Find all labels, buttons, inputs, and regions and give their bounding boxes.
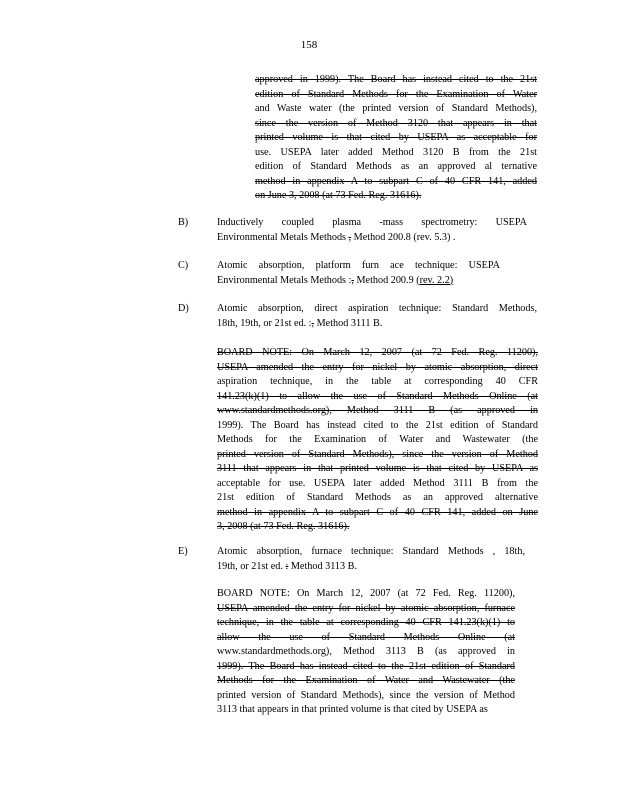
text-segment: printed version of Standard Methods), since the version of Method	[217, 448, 538, 460]
text-segment: Atomic absorption, furnace technique: Standard Methods , 18th,	[217, 546, 525, 557]
text-segment: allow the use of Standard Methods Online (at	[217, 631, 515, 643]
text-line	[217, 491, 538, 506]
text-segment: 3111 that appears in that printed volume is that cited by USEPA as	[217, 463, 538, 474]
text-line	[217, 404, 538, 419]
text-line	[217, 259, 500, 274]
text-segment: USEPA amended the entry for nickel by atomic absorption, direct	[217, 361, 538, 373]
text-segment: Method 200.9	[353, 274, 417, 286]
text-segment: USEPA amended the entry for nickel by atomic absorption, furnace	[217, 602, 515, 614]
text-segment: Methods for the Examination of Water and Wastewater (the	[217, 434, 538, 445]
text-segment: technique, in the table at corresponding 40 CFR 141.23(k)(1) to	[217, 617, 515, 628]
text-line	[217, 645, 515, 660]
text-line	[217, 231, 527, 246]
text-segment: edition of Standard Methods as an approved al ternative	[255, 161, 537, 172]
text-segment: ,	[351, 274, 354, 286]
text-line	[255, 88, 537, 103]
text-line	[217, 317, 537, 332]
text-segment: method in appendix A to subpart C of 40 CFR 141, added	[255, 175, 537, 187]
page-number: 158	[300, 39, 318, 51]
text-segment: Atomic absorption, direct aspiration technique: Standard Methods,	[217, 303, 537, 314]
text-line	[217, 506, 538, 521]
text-segment: Methods for the Examination of Water and Wastewater (the	[217, 675, 515, 686]
text-segment: 141.23(k)(1) to allow the use of Standard Methods Online (at	[217, 390, 538, 402]
text-line	[217, 660, 515, 675]
text-line	[217, 361, 538, 376]
text-line	[255, 117, 537, 132]
text-line	[255, 73, 537, 88]
text-segment: aspiration technique, in the table at corresponding 40 CFR	[217, 376, 538, 387]
text-segment: :	[285, 560, 289, 572]
text-segment: ,	[348, 231, 352, 243]
item-letter-d: D)	[178, 303, 189, 314]
item-letter-b: B)	[178, 217, 189, 228]
text-segment: edition of Standard Methods for the Examination of Water	[255, 88, 537, 100]
text-segment: printed volume is that cited by USEPA as acceptable for	[255, 132, 537, 143]
text-line	[217, 674, 515, 689]
text-line	[255, 189, 537, 204]
text-segment: (rev. 2.2)	[416, 274, 454, 286]
continued-board-note	[255, 73, 537, 204]
text-line	[217, 703, 515, 718]
text-segment: 1999). The Board has instead cited to the 21st edition of Standard	[217, 660, 515, 672]
text-line	[217, 545, 525, 560]
item-b-text	[217, 216, 527, 245]
item-d-text	[217, 302, 537, 331]
text-line	[217, 560, 525, 575]
text-line	[255, 160, 537, 175]
text-segment: 19th, or 21st ed.	[217, 560, 286, 572]
text-segment: on June 3, 2008 (at 73 Fed. Reg. 31616).	[255, 190, 422, 201]
text-segment: printed version of Standard Methods), since the version of Method	[217, 689, 515, 701]
text-segment: 18th, 19th, or 21st ed. :	[217, 317, 312, 329]
text-line	[255, 146, 537, 161]
text-segment: use. USEPA later added Method 3120 B from the 21st	[255, 146, 537, 158]
text-line	[217, 587, 515, 602]
text-segment: 3113 that appears in that printed volume is that cited by USEPA as	[217, 704, 488, 715]
item-letter-c: C)	[178, 260, 189, 271]
text-segment: ,	[311, 317, 315, 329]
text-line	[255, 102, 537, 117]
text-segment: www.standardmethods.org), Method 3111 B (as approved in	[217, 405, 538, 416]
text-segment: www.standardmethods.org), Method 3113 B (as approved in	[217, 646, 515, 657]
text-line	[217, 346, 538, 361]
text-segment: acceptable for use. USEPA later added Method 3111 B from the	[217, 477, 538, 489]
text-segment: BOARD NOTE: On March 12, 2007 (at 72 Fed. Reg. 11200),	[217, 347, 538, 358]
text-line	[217, 433, 538, 448]
text-line	[217, 216, 527, 231]
text-segment: approved in 1999). The Board has instead cited to the 21st	[255, 74, 537, 85]
text-segment: 21st edition of Standard Methods as an approved alternative	[217, 492, 538, 503]
text-segment: BOARD NOTE: On March 12, 2007 (at 72 Fed. Reg. 11200),	[217, 588, 515, 599]
text-segment: 3, 2008 (at 73 Fed. Reg. 31616).	[217, 521, 350, 532]
text-line	[217, 602, 515, 617]
text-line	[217, 616, 515, 631]
text-line	[217, 631, 515, 646]
text-segment: since the version of Method 3120 that appears in that	[255, 117, 537, 129]
item-letter-e: E)	[178, 546, 188, 557]
text-line	[217, 477, 538, 492]
item-e-board-note	[217, 587, 515, 718]
text-line	[217, 375, 538, 390]
text-line	[217, 302, 537, 317]
text-segment: 1999). The Board has instead cited to the 21st edition of Standard	[217, 419, 538, 431]
text-line	[255, 131, 537, 146]
text-line	[217, 419, 538, 434]
text-line	[217, 462, 538, 477]
text-segment: Method 200.8 (rev. 5.3) .	[351, 231, 456, 243]
text-line	[217, 520, 538, 535]
item-e-text	[217, 545, 525, 574]
text-segment: and Waste water (the printed version of Standard Methods),	[255, 103, 537, 114]
item-d-board-note	[217, 346, 538, 535]
text-segment: method in appendix A to subpart C of 40 CFR 141, added on June	[217, 506, 538, 518]
text-segment: Method 3111 B.	[314, 317, 383, 329]
text-segment: Inductively coupled plasma -mass spectrometry: USEPA	[217, 217, 527, 228]
text-segment: Environmental Metals Methods :	[217, 274, 352, 286]
text-segment: Environmental Metals Methods	[217, 231, 349, 243]
text-line	[217, 390, 538, 405]
text-segment: Atomic absorption, platform furn ace technique: USEPA	[217, 260, 500, 271]
item-c-text	[217, 259, 500, 288]
text-line	[217, 689, 515, 704]
text-line	[217, 448, 538, 463]
text-line	[255, 175, 537, 190]
text-segment: Method 3113 B.	[288, 560, 357, 572]
text-line	[217, 274, 500, 289]
